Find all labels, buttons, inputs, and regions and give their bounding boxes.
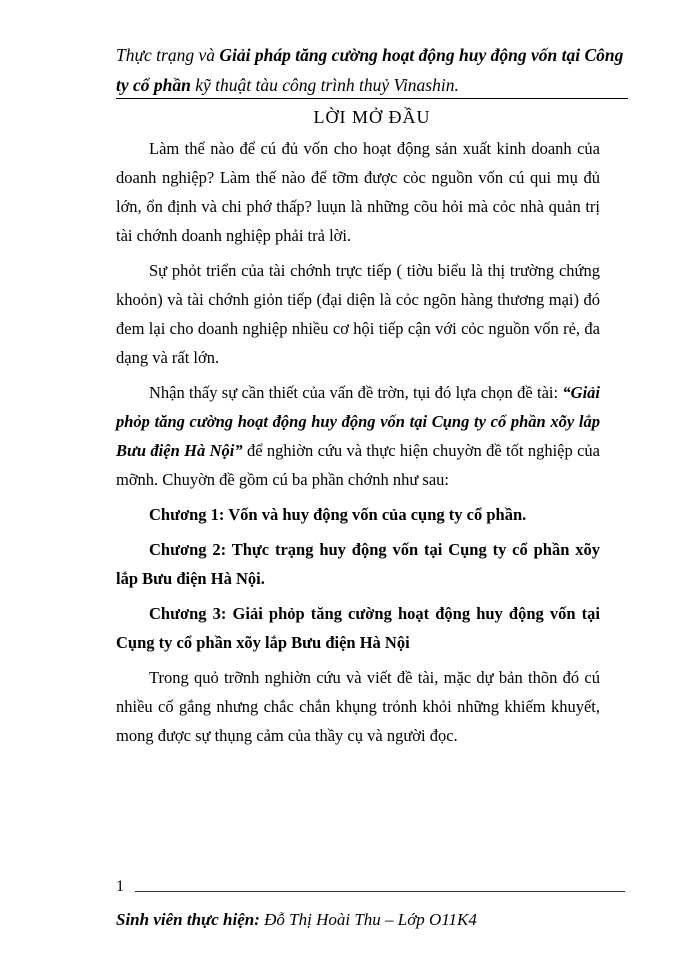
paragraph-1: Làm thế nào để cú đủ vốn cho hoạt động sản xuất kinh doanh của doanh nghiệp? Làm thế nào để tỡm được cỏc nguồn vốn cú qui mụ đủ lớn, ổn định và chi phớ thấp? luụn là những cõu hỏi mà cỏc nhà quản trị tài chớnh doanh nghiệp phải trả lời.	[116, 139, 600, 245]
header-prefix: Thực trạng và	[116, 45, 220, 65]
header-suffix: kỹ thuật tàu công trình thuỷ Vinashin.	[190, 75, 459, 95]
page-number: 1	[116, 878, 124, 895]
paragraph-closing: Trong quỏ trỡnh nghiờn cứu và viết đề tài, mặc dự bản thõn đó cú nhiều cố gắng nhưng chắc chắn khụng trỏnh khỏi những khiếm khuyết, mong được sự thụng cảm của thầy cụ và người đọc.	[116, 668, 600, 745]
intro-tail: để nghiờn cứu và thực hiện chuyờn đề tốt nghiệp của mỡnh. Chuyờn đề gồm cú ba phần chớnh như sau:	[116, 441, 600, 489]
paragraph-intro	[116, 378, 600, 494]
chapter-3: Chương 3: Giải phỏp tăng cường hoạt động huy động vốn tại Cụng ty cổ phần xõy lắp Bưu điện Hà Nội	[116, 604, 600, 652]
running-footer	[116, 910, 628, 930]
footer-label: Sinh viên thực hiện:	[116, 910, 260, 929]
page-title: LỜI MỞ ĐẦU	[313, 107, 431, 127]
intro-topic: “Giải phỏp tăng cường hoạt động huy động vốn tại Cụng ty cổ phần xõy lắp Bưu điện Hà Nội”	[116, 383, 600, 460]
document-body	[116, 134, 600, 756]
running-header	[116, 40, 626, 100]
paragraph-2: Sự phỏt triển của tài chớnh trực tiếp ( tiờu biểu là thị trường chứng khoỏn) và tài chớnh giỏn tiếp (đại diện là cỏc ngõn hàng thương mại) đó đem lại cho doanh nghiệp nhiều cơ hội tiếp cận với cỏc nguồn vốn rẻ, đa dạng và rất lớn.	[116, 261, 600, 367]
chapter-1: Chương 1: Vốn và huy động vốn của cụng ty cổ phần.	[149, 505, 527, 524]
header-divider	[116, 98, 628, 99]
chapter-2: Chương 2: Thực trạng huy động vốn tại Cụng ty cổ phần xõy lắp Bưu điện Hà Nội.	[116, 540, 600, 588]
intro-lead: Nhận thấy sự cần thiết của vấn đề trờn, tụi đó lựa chọn đề tài:	[149, 383, 563, 402]
header-topic: Giải pháp tăng cường hoạt động huy động vốn tại Công ty cổ phần	[116, 45, 624, 95]
footer-divider	[135, 891, 625, 892]
footer-author: Đỗ Thị Hoài Thu – Lớp O11K4	[259, 910, 477, 929]
